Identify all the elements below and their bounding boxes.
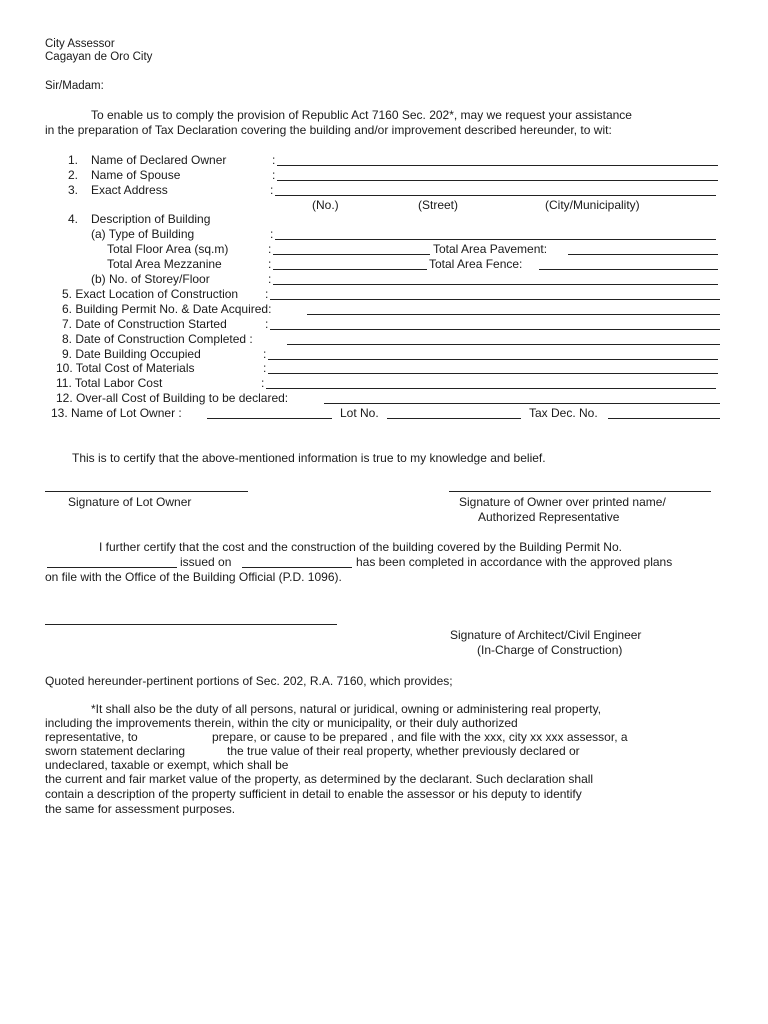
- owner-signature-caption: Signature of Owner over printed name/: [459, 495, 666, 509]
- architect-signature-line[interactable]: [45, 624, 337, 625]
- area-mezzanine-field[interactable]: [273, 269, 427, 270]
- item-9-label: 9. Date Building Occupied: [62, 347, 201, 361]
- item-7-label: 7. Date of Construction Started: [62, 317, 227, 331]
- further-cert-line-3: on file with the Office of the Building Official (P.D. 1096).: [45, 570, 342, 584]
- area-pavement-field[interactable]: [568, 254, 718, 255]
- spouse-name-field[interactable]: [277, 180, 718, 181]
- colon: :: [263, 361, 267, 375]
- colon: :: [272, 168, 276, 182]
- quoted-line-8: the same for assessment purposes.: [45, 802, 236, 816]
- colon: :: [268, 242, 272, 256]
- area-mezzanine-label: Total Area Mezzanine: [107, 257, 222, 271]
- colon: :: [265, 287, 269, 301]
- item-4-number: 4.: [68, 212, 79, 226]
- item-2-label: Name of Spouse: [91, 168, 181, 182]
- tax-dec-field[interactable]: [608, 418, 720, 419]
- further-cert-line-2: has been completed in accordance with the approved plans: [356, 555, 673, 569]
- item-13-label: 13. Name of Lot Owner :: [51, 406, 182, 420]
- storey-field[interactable]: [273, 284, 718, 285]
- issued-on-field[interactable]: [242, 567, 352, 568]
- colon: :: [270, 227, 274, 241]
- floor-area-field[interactable]: [273, 254, 430, 255]
- architect-signature-caption: Signature of Architect/Civil Engineer: [450, 628, 642, 642]
- lot-owner-signature-caption: Signature of Lot Owner: [68, 495, 192, 509]
- quoted-line-3b: prepare, or cause to be prepared , and file with the xxx, city xx xxx assessor, a: [212, 730, 628, 744]
- certification-statement: This is to certify that the above-mentioned information is true to my knowledge and belief.: [72, 451, 546, 465]
- lot-no-field[interactable]: [387, 418, 521, 419]
- address-no-caption: (No.): [312, 198, 339, 212]
- colon: :: [268, 272, 272, 286]
- materials-cost-field[interactable]: [268, 373, 718, 374]
- area-fence-field[interactable]: [539, 269, 718, 270]
- addressee-title: City Assessor: [45, 38, 115, 50]
- permit-field[interactable]: [307, 314, 720, 315]
- type-of-building-field[interactable]: [275, 239, 716, 240]
- quoted-line-3a: representative, to: [45, 730, 138, 744]
- tax-dec-label: Tax Dec. No.: [529, 406, 598, 420]
- quoted-line-6: the current and fair market value of the property, as determined by the declarant. Such declaration shall: [45, 772, 594, 786]
- colon: :: [272, 153, 276, 167]
- item-1-label: Name of Declared Owner: [91, 153, 227, 167]
- quoted-line-2: including the improvements therein, within the city or municipality, or their duly authorized: [45, 716, 518, 730]
- item-11-label: 11. Total Labor Cost: [56, 376, 163, 390]
- issued-on-label: issued on: [180, 555, 232, 569]
- owner-signature-line[interactable]: [449, 491, 711, 492]
- addressee-city: Cagayan de Oro City: [45, 51, 153, 63]
- item-3-label: Exact Address: [91, 183, 168, 197]
- type-of-building-label: (a) Type of Building: [91, 227, 195, 241]
- quoted-line-1: *It shall also be the duty of all persons, natural or juridical, owning or administering real property,: [91, 702, 602, 716]
- further-cert-line-1: I further certify that the cost and the construction of the building covered by the Building Permit No.: [99, 540, 622, 554]
- item-3-number: 3.: [68, 183, 79, 197]
- lot-owner-field[interactable]: [207, 418, 332, 419]
- colon: :: [263, 347, 267, 361]
- salutation: Sir/Madam:: [45, 80, 104, 92]
- colon: :: [261, 376, 265, 390]
- item-8-label: 8. Date of Construction Completed :: [62, 332, 253, 346]
- item-6-label: 6. Building Permit No. & Date Acquired:: [62, 302, 272, 316]
- floor-area-label: Total Floor Area (sq.m): [107, 242, 229, 256]
- overall-cost-field[interactable]: [324, 403, 720, 404]
- quoted-line-4a: sworn statement declaring: [45, 744, 186, 758]
- item-2-number: 2.: [68, 168, 79, 182]
- address-field[interactable]: [275, 195, 716, 196]
- location-field[interactable]: [270, 299, 720, 300]
- item-1-number: 1.: [68, 153, 79, 167]
- area-fence-label: Total Area Fence:: [429, 257, 523, 271]
- occupied-field[interactable]: [268, 359, 718, 360]
- in-charge-caption: (In-Charge of Construction): [477, 643, 623, 657]
- lot-no-label: Lot No.: [340, 406, 379, 420]
- colon: :: [268, 257, 272, 271]
- quoted-line-7: contain a description of the property sufficient in detail to enable the assessor or his deputy to identify: [45, 787, 582, 801]
- area-pavement-label: Total Area Pavement:: [433, 242, 548, 256]
- construction-started-field[interactable]: [270, 329, 720, 330]
- quoted-line-4b: the true value of their real property, whether previously declared or: [227, 744, 580, 758]
- construction-completed-field[interactable]: [287, 344, 720, 345]
- lot-owner-signature-line[interactable]: [45, 491, 248, 492]
- intro-line-1: To enable us to comply the provision of Republic Act 7160 Sec. 202*, may we request your assistance: [91, 108, 632, 122]
- permit-number-field[interactable]: [47, 567, 177, 568]
- authorized-rep-caption: Authorized Representative: [478, 510, 620, 524]
- labor-cost-field[interactable]: [266, 388, 716, 389]
- storey-label: (b) No. of Storey/Floor: [91, 272, 210, 286]
- quoted-heading: Quoted hereunder-pertinent portions of Sec. 202, R.A. 7160, which provides;: [45, 674, 453, 688]
- colon: :: [270, 183, 274, 197]
- item-4-label: Description of Building: [91, 212, 211, 226]
- colon: :: [265, 317, 269, 331]
- item-5-label: 5. Exact Location of Construction: [62, 287, 239, 301]
- item-12-label: 12. Over-all Cost of Building to be declared:: [56, 391, 289, 405]
- owner-name-field[interactable]: [277, 165, 718, 166]
- address-street-caption: (Street): [418, 198, 459, 212]
- address-city-caption: (City/Municipality): [545, 198, 640, 212]
- quoted-line-5: undeclared, taxable or exempt, which shall be: [45, 758, 289, 772]
- item-10-label: 10. Total Cost of Materials: [56, 361, 195, 375]
- intro-line-2: in the preparation of Tax Declaration covering the building and/or improvement described hereunder, to wit:: [45, 123, 612, 137]
